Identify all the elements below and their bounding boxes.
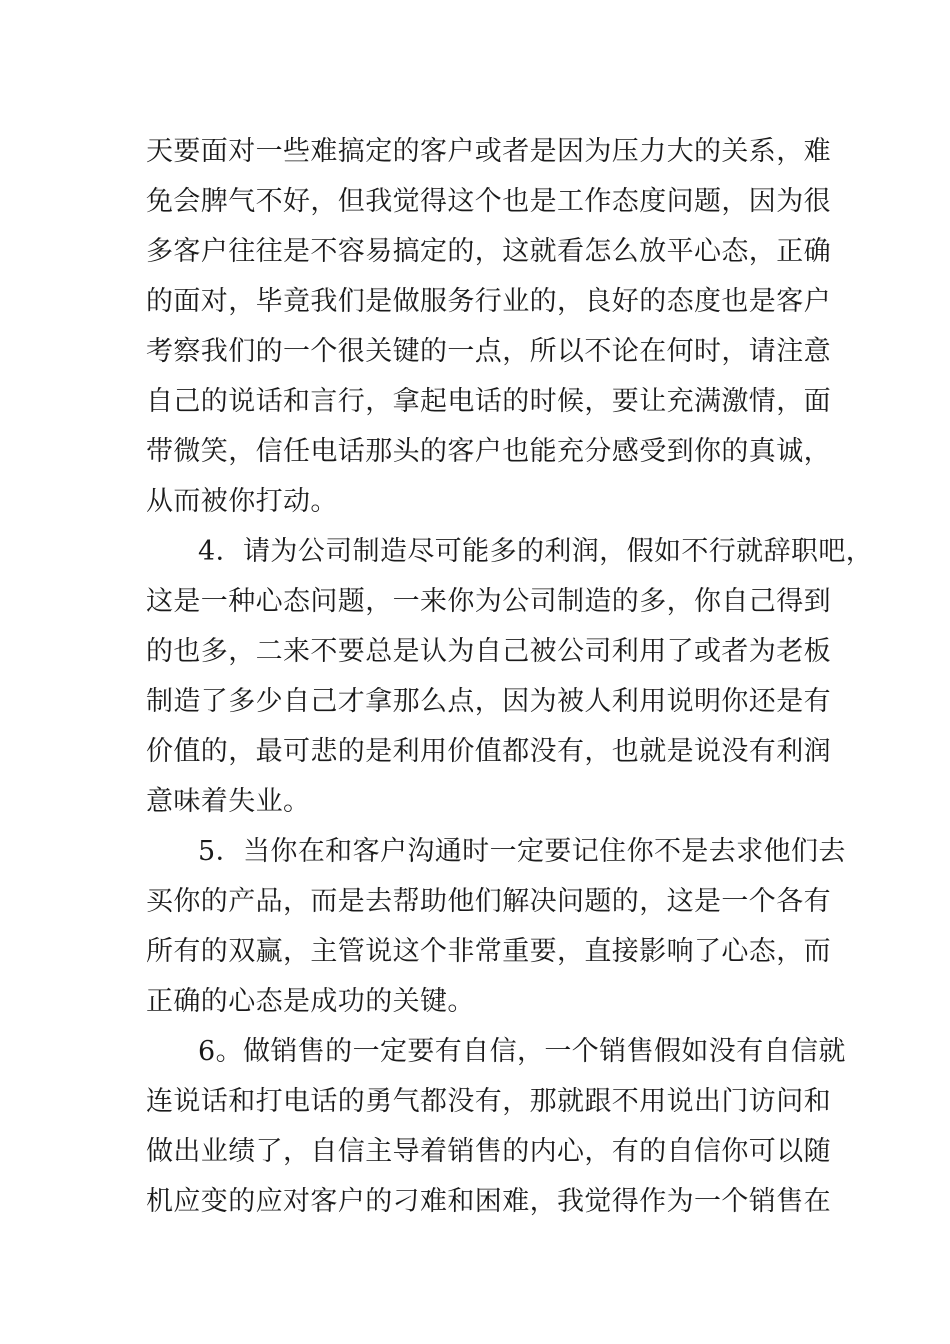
paragraph-4-first-line: 4．请为公司制造尽可能多的利润，假如不行就辞职吧，: [198, 536, 874, 567]
text-line: 的也多，二来不要总是认为自己被公司利用了或者为老板: [146, 636, 831, 667]
text-line: 正确的心态是成功的关键。: [146, 986, 475, 1017]
text-line: 买你的产品，而是去帮助他们解决问题的，这是一个各有: [146, 886, 831, 917]
text-line: 考察我们的一个很关键的一点，所以不论在何时，请注意: [146, 336, 831, 367]
text-line: 从而被你打动。: [146, 486, 338, 517]
paragraph-5-first-line: 5．当你在和客户沟通时一定要记住你不是去求他们去: [198, 836, 846, 867]
text-line: 天要面对一些难搞定的客户或者是因为压力大的关系，难: [146, 136, 831, 167]
paragraph-6-first-line: 6。做销售的一定要有自信，一个销售假如没有自信就: [198, 1036, 846, 1067]
text-line: 这是一种心态问题，一来你为公司制造的多，你自己得到: [146, 586, 831, 617]
text-line: 带微笑，信任电话那头的客户也能充分感受到你的真诚，: [146, 436, 831, 467]
text-line: 连说话和打电话的勇气都没有，那就跟不用说出门访问和: [146, 1086, 831, 1117]
text-line: 价值的，最可悲的是利用价值都没有，也就是说没有利润: [146, 736, 831, 767]
text-line: 所有的双赢，主管说这个非常重要，直接影响了心态，而: [146, 936, 831, 967]
text-line: 意味着失业。: [146, 786, 311, 817]
text-line: 自己的说话和言行，拿起电话的时候，要让充满激情，面: [146, 386, 831, 417]
text-line: 的面对，毕竟我们是做服务行业的，良好的态度也是客户: [146, 286, 831, 317]
text-line: 做出业绩了，自信主导着销售的内心，有的自信你可以随: [146, 1136, 831, 1167]
text-line: 制造了多少自己才拿那么点，因为被人利用说明你还是有: [146, 686, 831, 717]
text-line: 免会脾气不好，但我觉得这个也是工作态度问题，因为很: [146, 186, 831, 217]
text-line: 机应变的应对客户的刁难和困难，我觉得作为一个销售在: [146, 1186, 831, 1217]
text-line: 多客户往往是不容易搞定的，这就看怎么放平心态，正确: [146, 236, 831, 267]
